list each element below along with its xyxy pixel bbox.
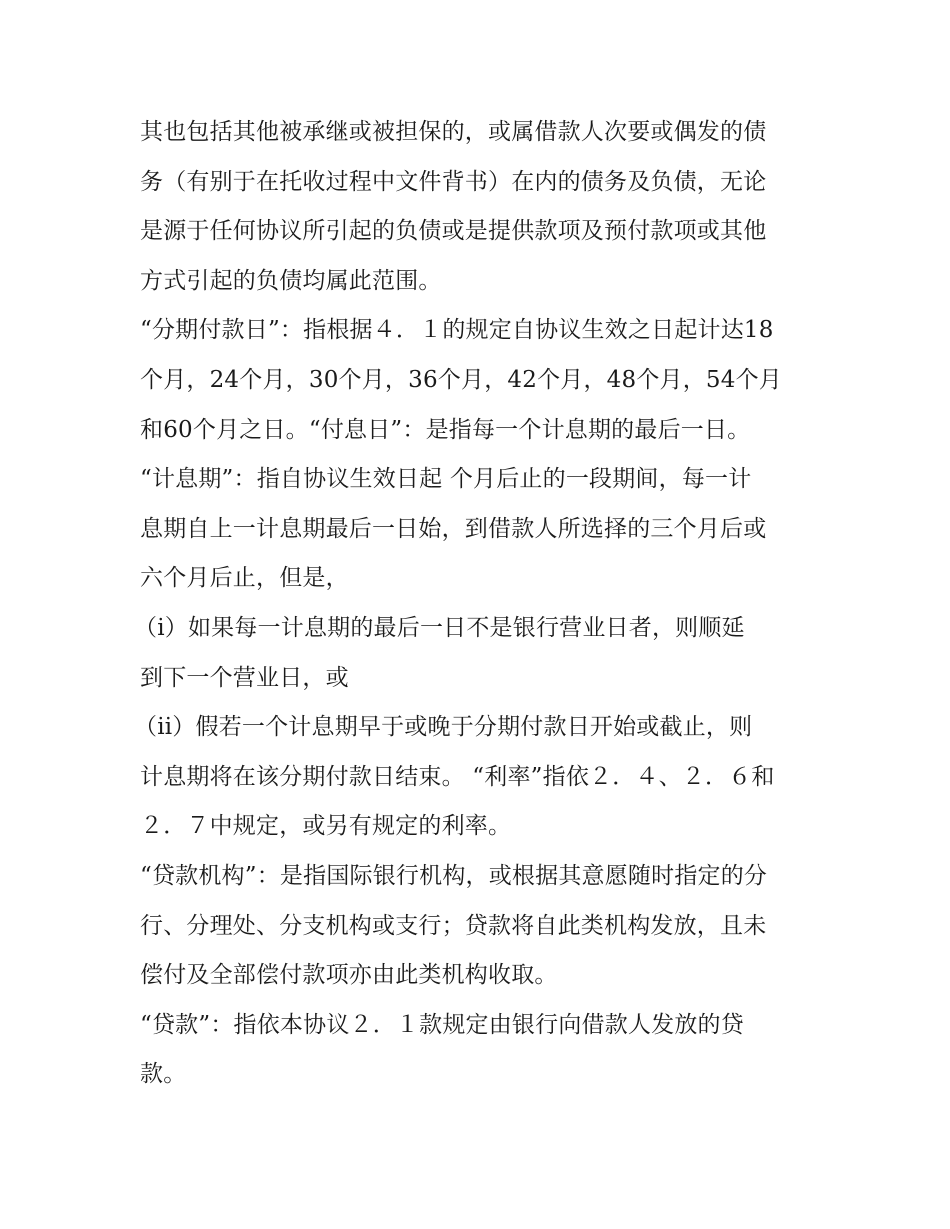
text-line: “计息期”：指自协议生效日起 个月后止的一段期间，每一计 [140, 466, 752, 493]
text-line: 计息期将在该分期付款日结束。 “利率”指依２．４、２．６和 [140, 763, 775, 790]
text-line: 到下一个营业日，或 [140, 664, 349, 691]
text-line: 是源于任何协议所引起的负债或是提供款项及预付款项或其他 [140, 218, 767, 245]
text-line: 务（有别于在托收过程中文件背书）在内的债务及负债，无论 [140, 168, 767, 195]
text-line: “分期付款日”：指根据４．１的规定自协议生效之日起计达18 [140, 317, 774, 344]
text-line: 息期自上一计息期最后一日始，到借款人所选择的三个月后或 [140, 515, 767, 542]
text-line: 偿付及全部偿付款项亦由此类机构收取。 [140, 962, 558, 989]
text-line: 款。 [140, 1061, 187, 1088]
text-line: “贷款机构”：是指国际银行机构，或根据其意愿随时指定的分 [140, 862, 768, 889]
text-line: （ii）假若一个计息期早于或晚于分期付款日开始或截止，则 [134, 714, 753, 741]
text-line: 其也包括其他被承继或被担保的，或属借款人次要或偶发的债 [140, 119, 767, 145]
text-line: （i）如果每一计息期的最后一日不是银行营业日者，则顺延 [134, 614, 745, 641]
document-body [134, 108, 830, 1100]
text-line: 行、分理处、分支机构或支行；贷款将自此类机构发放，且未 [140, 912, 767, 939]
text-line: 个月，24个月，30个月，36个月，42个月，48个月，54个月 [140, 366, 782, 393]
text-line: 和60个月之日。“付息日”：是指每一个计息期的最后一日。 [140, 416, 751, 443]
text-line: 方式引起的负债均属此范围。 [140, 267, 442, 294]
text-line: “贷款”：指依本协议２．１款规定由银行向借款人发放的贷 [140, 1011, 744, 1038]
text-line: 六个月后止，但是， [140, 565, 349, 592]
text-line: ２．７中规定，或另有规定的利率。 [140, 813, 512, 840]
